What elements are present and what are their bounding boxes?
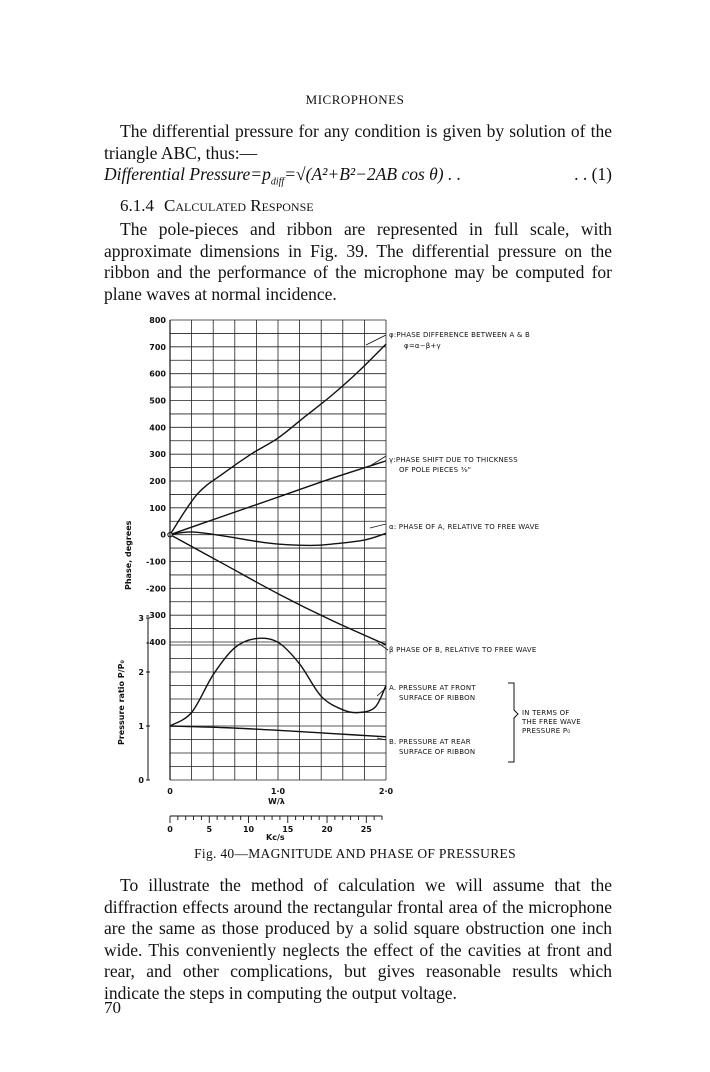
annotation-b-1: B. PRESSURE AT REAR bbox=[389, 738, 471, 746]
phase-tick-label: -200 bbox=[145, 584, 166, 594]
phase-tick-label: -300 bbox=[145, 611, 166, 621]
section-number: 6.1.4 bbox=[120, 196, 154, 215]
x-tick-label: 2·0 bbox=[378, 787, 394, 796]
annotation-beta: β PHASE OF B, RELATIVE TO FREE WAVE bbox=[389, 646, 537, 654]
page-number: 70 bbox=[104, 998, 121, 1017]
annotation-terms-1: IN TERMS OF bbox=[522, 709, 570, 717]
bracket bbox=[508, 683, 518, 762]
pressure-tick-label: 1 bbox=[138, 722, 144, 731]
x-axis-label: W/λ bbox=[268, 797, 285, 806]
annotation-phi: φ:PHASE DIFFERENCE BETWEEN A & B bbox=[389, 331, 530, 339]
running-header: MICROPHONES bbox=[305, 92, 405, 107]
figure-caption: Fig. 40—MAGNITUDE AND PHASE OF PRESSURES bbox=[194, 846, 516, 861]
pressure-tick-label: 2 bbox=[138, 668, 144, 677]
x2-axis-label: Kc/s bbox=[266, 833, 285, 842]
phase-tick-label: 500 bbox=[149, 396, 166, 406]
section-title: Calculated Response bbox=[164, 196, 314, 215]
annotation-a-2: SURFACE OF RIBBON bbox=[399, 694, 476, 702]
kcs-tick-label: 25 bbox=[360, 825, 372, 834]
phase-tick-label: 200 bbox=[149, 477, 166, 486]
annotation-b-2: SURFACE OF RIBBON bbox=[399, 748, 476, 756]
paragraph-3: To illustrate the method of calculation we will assume that the diffraction effects around the rectangular frontal area of the microphone are the same as those produced by a solid square obstruction one inch wide. This conveniently neglects the effect of the cavities at front and rear, and other complications, but gives reasonable results which indicate the steps in computing the output voltage. bbox=[104, 875, 612, 1003]
alpha-pointer bbox=[370, 524, 386, 528]
chart-curves bbox=[168, 344, 386, 737]
x-tick-label: 1·0 bbox=[270, 787, 286, 796]
x-tick-label: 0 bbox=[167, 787, 173, 796]
kcs-tick-label: 0 bbox=[167, 825, 173, 834]
kcs-tick-label: 20 bbox=[321, 825, 333, 834]
equation-number: . . (1) bbox=[574, 164, 612, 184]
formula-rhs: =√(A²+B²−2AB cos θ) . . bbox=[284, 164, 462, 184]
phase-tick-label: 600 bbox=[149, 369, 166, 379]
phase-tick-label: 800 bbox=[149, 316, 166, 325]
annotation-alpha: α: PHASE OF A, RELATIVE TO FREE WAVE bbox=[389, 523, 540, 531]
phase-tick-label: 0 bbox=[160, 530, 166, 540]
kcs-tick-label: 15 bbox=[282, 825, 294, 834]
phase-tick-label: -400 bbox=[145, 638, 166, 647]
annotation-phi-eq: φ=α−β+γ bbox=[404, 342, 441, 350]
paragraph-1: The differential pressure for any condition is given by solution of the triangle ABC, thus:— bbox=[104, 121, 612, 163]
pressure-tick-label: 3 bbox=[138, 614, 144, 623]
y-axis-label-phase: Phase, degrees bbox=[124, 520, 133, 590]
kcs-tick-label: 5 bbox=[206, 825, 213, 834]
annotation-a-1: A. PRESSURE AT FRONT bbox=[389, 684, 476, 692]
phi-pointer bbox=[366, 335, 386, 345]
phase-tick-label: 700 bbox=[149, 342, 166, 352]
phase-tick-label: -100 bbox=[145, 557, 166, 567]
formula-subscript: diff bbox=[270, 176, 285, 188]
formula-lhs: Differential Pressure=p bbox=[104, 164, 271, 184]
pressure-tick-label: 0 bbox=[138, 776, 144, 785]
annotation-terms-2: THE FREE WAVE bbox=[522, 718, 581, 726]
annotation-terms-3: PRESSURE P₀ bbox=[522, 727, 571, 735]
chart-grid bbox=[170, 320, 386, 780]
y-axis-label-pressure: Pressure ratio P/P₀ bbox=[117, 660, 126, 745]
phase-tick-label: 400 bbox=[149, 423, 166, 433]
annotation-gamma-1: γ:PHASE SHIFT DUE TO THICKNESS bbox=[389, 456, 518, 464]
kcs-tick-label: 10 bbox=[242, 825, 255, 834]
phase-tick-label: 300 bbox=[149, 450, 166, 460]
phase-tick-label: 100 bbox=[149, 503, 166, 513]
annotation-gamma-2: OF POLE PIECES ⅜" bbox=[399, 466, 472, 474]
paragraph-2: The pole-pieces and ribbon are represented in full scale, with approximate dimensions in Fig. 39. The differential pressure on the ribbon and the performance of the microphone may be computed for plane waves at normal incidence. bbox=[104, 219, 612, 304]
